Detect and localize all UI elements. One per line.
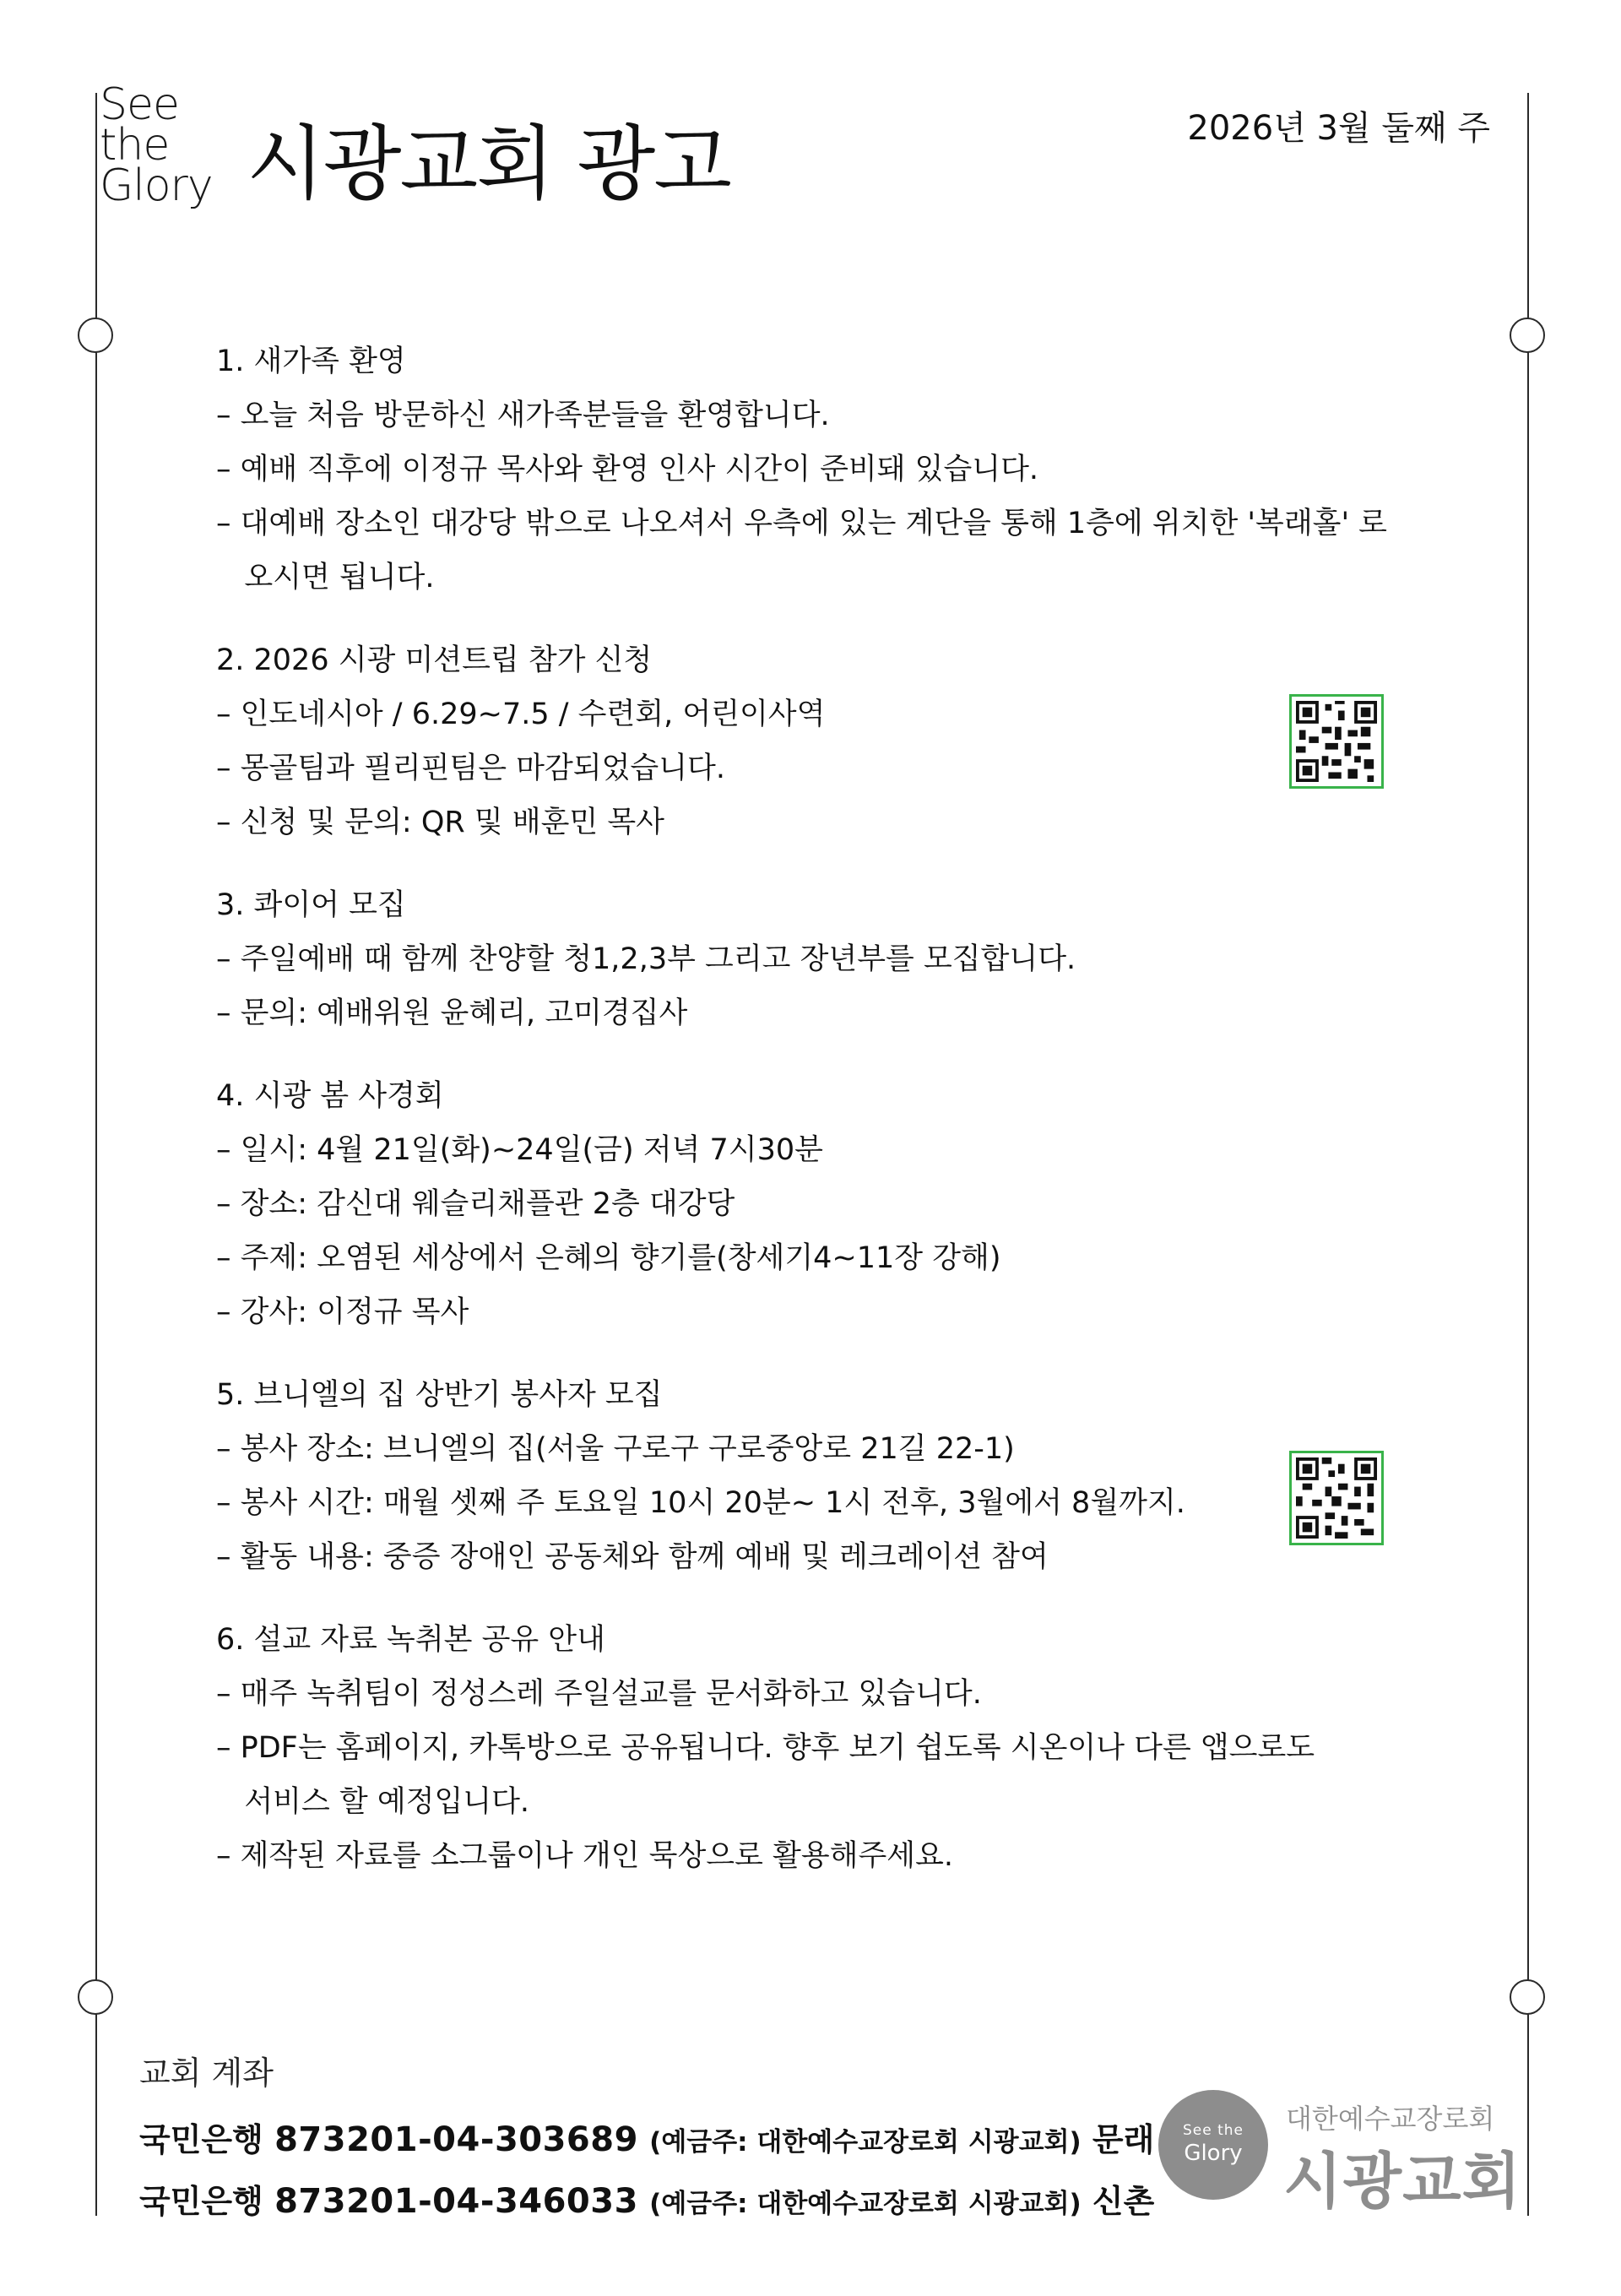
ring-ornament [78, 318, 113, 353]
qr-code-icon [1296, 701, 1377, 782]
account-title: 교회 계좌 [139, 2054, 274, 2092]
section-line: – 강사: 이정규 목사 [216, 1295, 469, 1329]
section-line: – 인도네시아 / 6.29~7.5 / 수련회, 어린이사역 [216, 697, 826, 731]
account-owner: (예금주: 대한예수교장로회 시광교회) [649, 2127, 1082, 2158]
section-title: 6. 설교 자료 녹취본 공유 안내 [216, 1623, 605, 1657]
section-line: – 문의: 예배위원 윤혜리, 고미경집사 [216, 996, 688, 1030]
frame-line-left [95, 93, 97, 2216]
announcement-section [216, 878, 1398, 1040]
section-line: – 봉사 장소: 브니엘의 집(서울 구로구 구로중앙로 21길 22-1) [216, 1432, 1015, 1466]
church-logo-badge [1158, 2090, 1268, 2200]
announcement-section [216, 1368, 1398, 1584]
section-title: 2. 2026 시광 미션트립 참가 신청 [216, 643, 653, 677]
church-account-info [139, 2048, 1154, 2234]
account-row [139, 2110, 1154, 2172]
denomination-name: 대한예수교장로회 [1286, 2103, 1495, 2135]
logo-line: Glory [100, 160, 213, 211]
announcement-list [216, 334, 1398, 1912]
ring-ornament [78, 1979, 113, 2015]
section-title: 1. 새가족 환영 [216, 345, 406, 378]
section-title: 3. 콰이어 모집 [216, 888, 406, 922]
section-line: – 주제: 오염된 세상에서 은혜의 향기를(창세기4~11장 강해) [216, 1241, 1001, 1275]
issue-date: 2026년 3월 둘째 주 [1187, 109, 1490, 148]
section-line: – 신청 및 문의: QR 및 배훈민 목사 [216, 806, 664, 839]
announcement-section [216, 633, 1398, 849]
logo-line: See [100, 79, 179, 130]
mission-trip-qr-code[interactable] [1289, 694, 1384, 789]
section-line: – 대예배 장소인 대강당 밖으로 나오셔서 우측에 있는 계단을 통해 1층에 위치한 '복래홀' 로 [216, 507, 1387, 540]
see-the-glory-logo [100, 79, 213, 211]
section-line: – 주일예배 때 함께 찬양할 청1,2,3부 그리고 장년부를 모집합니다. [216, 942, 1076, 976]
church-name: 시광교회 [1283, 2146, 1522, 2217]
account-number[interactable]: 873201-04-303689 [274, 2120, 638, 2159]
qr-code-icon [1296, 1457, 1377, 1539]
announcement-section [216, 1069, 1398, 1339]
page-title: 시광교회 광고 [247, 117, 730, 211]
account-number[interactable]: 873201-04-346033 [274, 2182, 638, 2221]
account-purpose: 신촌 [1092, 2183, 1155, 2220]
badge-bottom-text: Glory [1184, 2141, 1243, 2166]
section-line: – 매주 녹취팀이 정성스레 주일설교를 문서화하고 있습니다. [216, 1677, 982, 1711]
section-title: 5. 브니엘의 집 상반기 봉사자 모집 [216, 1378, 663, 1412]
section-line: – 오늘 처음 방문하신 새가족분들을 환영합니다. [216, 399, 830, 432]
frame-line-right [1527, 93, 1529, 2216]
announcement-section [216, 1613, 1398, 1883]
section-line: – PDF는 홈페이지, 카톡방으로 공유됩니다. 향후 보기 쉽도록 시온이나 다른 앱으로도 [216, 1731, 1315, 1765]
section-line: – 봉사 시간: 매월 셋째 주 토요일 10시 20분~ 1시 전후, 3월에서 8월까지. [216, 1486, 1185, 1520]
section-line: – 장소: 감신대 웨슬리채플관 2층 대강당 [216, 1187, 735, 1221]
section-line: – 몽골팀과 필리핀팀은 마감되었습니다. [216, 752, 725, 785]
section-line: – 일시: 4월 21일(화)~24일(금) 저녁 7시30분 [216, 1133, 823, 1167]
ring-ornament [1510, 1979, 1545, 2015]
section-line: – 활동 내용: 중증 장애인 공동체와 함께 예배 및 레크레이션 참여 [216, 1540, 1049, 1574]
ring-ornament [1510, 318, 1545, 353]
bank-name: 국민은행 [139, 2121, 263, 2158]
volunteer-qr-code[interactable] [1289, 1451, 1384, 1545]
announcement-section [216, 334, 1398, 605]
account-row [139, 2172, 1154, 2234]
badge-top-text: See the [1182, 2122, 1244, 2139]
account-purpose: 문래 [1092, 2121, 1155, 2158]
section-line: – 예배 직후에 이정규 목사와 환영 인사 시간이 준비돼 있습니다. [216, 453, 1039, 486]
section-line: – 제작된 자료를 소그룹이나 개인 묵상으로 활용해주세요. [216, 1839, 954, 1873]
section-line: 오시면 됩니다. [216, 561, 435, 594]
section-title: 4. 시광 봄 사경회 [216, 1079, 444, 1113]
logo-line: the [100, 120, 170, 171]
bank-name: 국민은행 [139, 2183, 263, 2220]
section-line: 서비스 할 예정입니다. [216, 1785, 530, 1819]
account-owner: (예금주: 대한예수교장로회 시광교회) [649, 2189, 1082, 2219]
